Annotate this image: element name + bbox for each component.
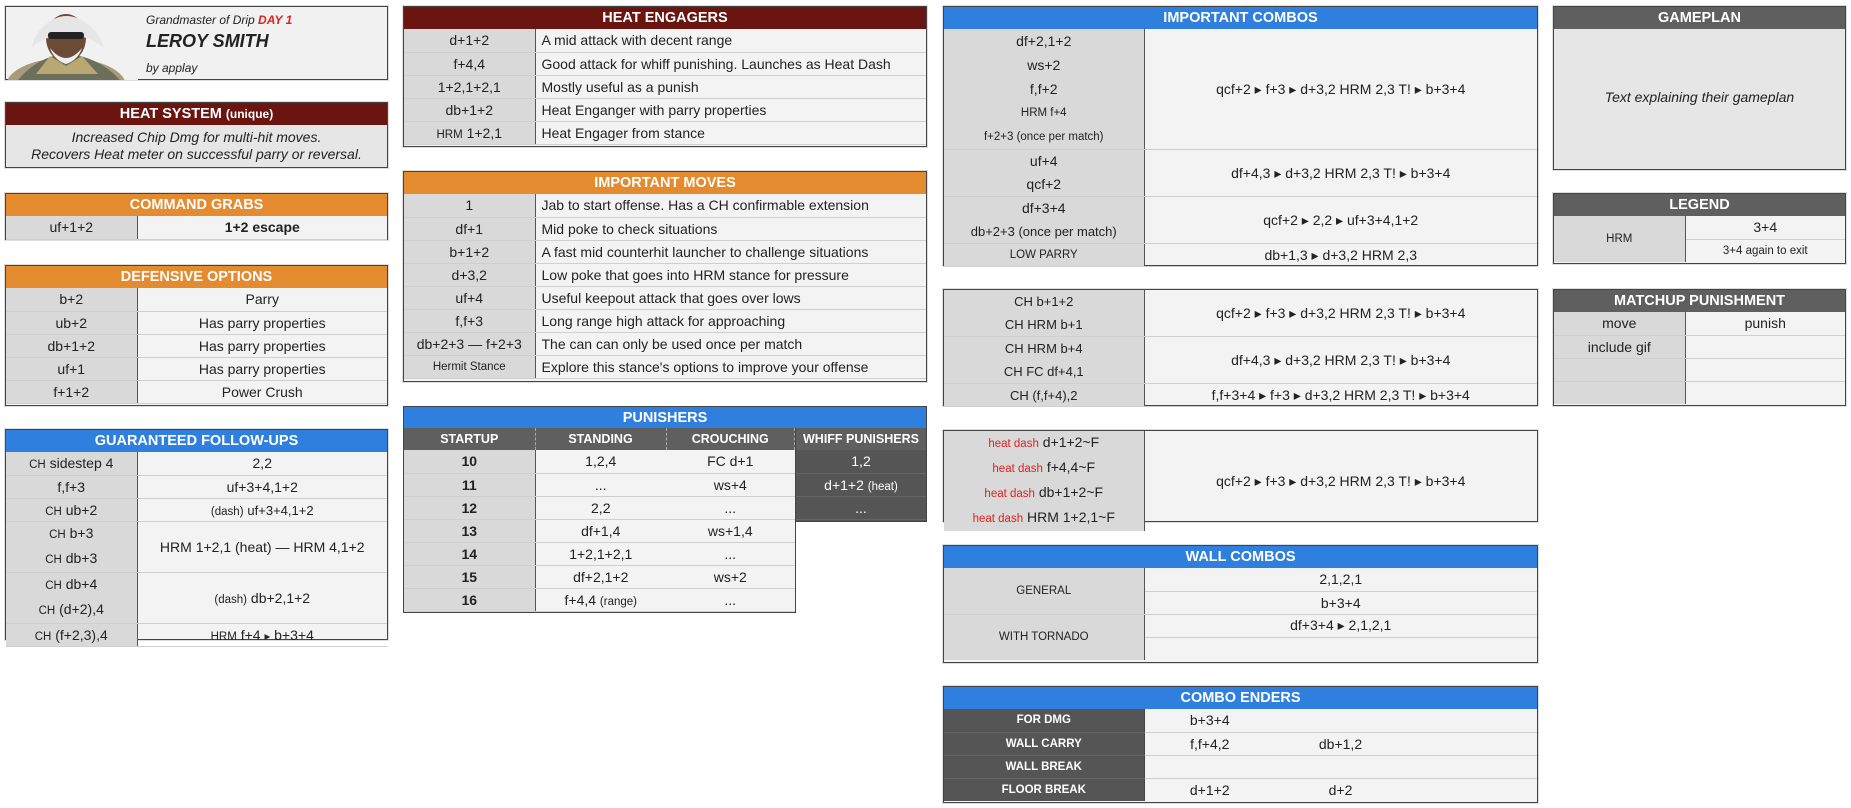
combo-starter: HRM 1+2,1~F xyxy=(1026,509,1115,525)
table-row xyxy=(1554,216,1845,239)
move-notation: 1 xyxy=(404,194,535,217)
character-name: LEROY SMITH xyxy=(146,31,269,51)
move-notation: b+1+2 xyxy=(404,240,535,263)
crouching-punish: ... xyxy=(666,588,795,611)
heat-system-line1: Increased Chip Dmg for multi-hit moves. xyxy=(71,129,322,145)
stance-tag: HRM xyxy=(210,630,237,643)
ender-move xyxy=(1275,755,1406,778)
standing-punish: ... xyxy=(535,473,666,496)
move-notation: b+3 xyxy=(69,524,94,541)
startup-frames: 14 xyxy=(404,542,535,565)
heat-tag: (heat) xyxy=(867,480,898,493)
combo-starter: LOW PARRY xyxy=(944,244,1144,267)
defensive-options-panel xyxy=(5,265,388,406)
table-row xyxy=(404,309,926,332)
table-header-row xyxy=(404,428,795,450)
move-notation: Hermit Stance xyxy=(404,355,535,378)
startup-frames: 11 xyxy=(404,473,535,496)
combo-starter: f+2+3 (once per match) xyxy=(983,131,1104,143)
table-row xyxy=(404,332,926,355)
move-note: Has parry properties xyxy=(137,311,387,334)
combo-starter: ws+2 xyxy=(1027,57,1061,73)
legend-header: LEGEND xyxy=(1554,194,1845,216)
table-row xyxy=(404,355,926,378)
whiff-punish: d+1+2 xyxy=(824,476,864,493)
table-row xyxy=(6,216,387,239)
heat-system-title: HEAT SYSTEM xyxy=(119,106,222,122)
move-note: A fast mid counterhit launcher to challenge situations xyxy=(535,240,926,263)
combo-route: qcf+2 ▸ f+3 ▸ d+3,2 HRM 2,3 T! ▸ b+3+4 xyxy=(1216,472,1466,489)
gameplan-text: Text explaining their gameplan xyxy=(1604,89,1795,105)
profile-card xyxy=(5,6,388,80)
combo-starter: CH (f,f+4),2 xyxy=(944,384,1144,407)
move-note: The can can only be used once per match xyxy=(535,332,926,355)
table-row xyxy=(404,240,926,263)
table-row xyxy=(1554,358,1845,381)
combo-enders-panel xyxy=(943,686,1538,803)
move-notation: d+1+2 xyxy=(404,29,535,52)
heat-system-panel xyxy=(5,102,388,168)
combo-starter: df+2,1+2 xyxy=(1016,33,1072,49)
move-note: Mid poke to check situations xyxy=(535,217,926,240)
combo-starter: qcf+2 xyxy=(1026,176,1062,192)
move-note: Low poke that goes into HRM stance for pressure xyxy=(535,263,926,286)
guaranteed-followups-panel xyxy=(5,429,388,643)
move-note: Explore this stance's options to improve your offense xyxy=(535,355,926,378)
standing-punish: 2,2 xyxy=(535,496,666,519)
ender-move: d+1+2 xyxy=(1189,781,1230,798)
table-row xyxy=(1554,312,1845,335)
combo-group xyxy=(944,431,1537,531)
combo-starter: db+1+2~F xyxy=(1038,484,1104,500)
combo-group xyxy=(944,150,1537,197)
combo-starter: f,f+2 xyxy=(1029,81,1058,97)
dash-tag: (dash) xyxy=(214,593,248,606)
move-notation: uf+4 xyxy=(404,286,535,309)
move-note: Parry xyxy=(137,288,387,311)
matchup-move: include gif xyxy=(1554,335,1685,358)
combo-route: db+1,3 ▸ d+3,2 HRM 2,3 xyxy=(1144,244,1537,267)
heat-system-line2: Recovers Heat meter on successful parry or reversal. xyxy=(31,146,362,162)
table-row xyxy=(944,614,1537,637)
standing-punish: 1+2,1+2,1 xyxy=(535,542,666,565)
whiff-punish: ... xyxy=(796,496,926,519)
table-header-row xyxy=(796,428,926,450)
table-row xyxy=(6,357,387,380)
table-row xyxy=(796,473,926,496)
move-notation: sidestep 4 xyxy=(49,455,114,472)
column-header: WHIFF PUNISHERS xyxy=(796,428,926,450)
table-row xyxy=(404,473,795,496)
table-row xyxy=(6,311,387,334)
combo-route: b+3+4 xyxy=(1144,591,1537,614)
counter-hit-tag: CH xyxy=(29,459,46,472)
matchup-punishment-header: MATCHUP PUNISHMENT xyxy=(1554,290,1845,312)
ender-move: f,f+4,2 xyxy=(1144,732,1275,755)
character-portrait xyxy=(8,8,138,80)
heat-engagers-header: HEAT ENGAGERS xyxy=(404,7,926,29)
move-notation: uf+1+2 xyxy=(6,216,137,239)
stance-tag: HRM xyxy=(436,128,463,141)
ender-type: FOR DMG xyxy=(944,709,1144,732)
move-note: Has parry properties xyxy=(137,357,387,380)
table-row xyxy=(404,217,926,240)
wall-combo-type: GENERAL xyxy=(944,568,1144,614)
matchup-move xyxy=(1554,358,1685,381)
combo-starter: db+2+3 (once per match) xyxy=(970,224,1117,239)
table-row xyxy=(944,755,1537,778)
startup-frames: 15 xyxy=(404,565,535,588)
move-notation: f+1+2 xyxy=(6,380,137,403)
matchup-punishment-panel xyxy=(1553,289,1846,406)
matchup-punish xyxy=(1685,381,1845,404)
move-note: 1+2 escape xyxy=(137,216,387,239)
matchup-punish xyxy=(1685,335,1845,358)
heat-dash-combos-panel xyxy=(943,430,1538,525)
move-note: Heat Engager from stance xyxy=(535,121,926,144)
important-combos-header: IMPORTANT COMBOS xyxy=(944,7,1537,29)
column-header: CROUCHING xyxy=(666,428,795,450)
standing-punish: f+4,4 xyxy=(564,591,597,608)
startup-frames: 13 xyxy=(404,519,535,542)
legend-panel xyxy=(1553,193,1846,264)
combo-group xyxy=(944,244,1537,267)
table-row xyxy=(944,709,1537,732)
gameplan-header: GAMEPLAN xyxy=(1554,7,1845,29)
combo-route: 2,1,2,1 xyxy=(1144,568,1537,591)
profile-day: DAY 1 xyxy=(258,13,293,27)
crouching-punish: ... xyxy=(666,496,795,519)
combo-group xyxy=(944,290,1537,337)
table-row xyxy=(6,521,387,572)
followup: HRM 1+2,1 (heat) — HRM 4,1+2 xyxy=(137,521,387,572)
followup: uf+3+4,1+2 xyxy=(247,502,314,518)
table-row xyxy=(1554,335,1845,358)
table-row xyxy=(404,542,795,565)
table-row xyxy=(404,263,926,286)
move-note: Mostly useful as a punish xyxy=(535,75,926,98)
move-notation: db+1+2 xyxy=(6,334,137,357)
column-header: STANDING xyxy=(535,428,666,450)
combo-route: qcf+2 ▸ f+3 ▸ d+3,2 HRM 2,3 T! ▸ b+3+4 xyxy=(1144,290,1537,337)
combo-route: df+4,3 ▸ d+3,2 HRM 2,3 T! ▸ b+3+4 xyxy=(1144,337,1537,384)
ender-move: b+3+4 xyxy=(1144,709,1275,732)
gameplan-panel xyxy=(1553,6,1846,170)
move-notation: 1+2,1+2,1 xyxy=(404,75,535,98)
table-row xyxy=(6,334,387,357)
table-row xyxy=(404,75,926,98)
standing-punish: df+2,1+2 xyxy=(535,565,666,588)
table-row xyxy=(6,572,387,623)
move-notation: d+3,2 xyxy=(404,263,535,286)
ender-move xyxy=(1275,709,1406,732)
combo-route: f,f+3+4 ▸ f+3 ▸ d+3,2 HRM 2,3 T! ▸ b+3+4 xyxy=(1144,384,1537,407)
combo-group xyxy=(944,337,1537,384)
standing-punish: df+1,4 xyxy=(535,519,666,542)
followup: uf+3+4,1+2 xyxy=(137,475,387,498)
counter-hit-tag: CH xyxy=(45,553,62,566)
followup: f+4 xyxy=(240,626,261,643)
table-row xyxy=(404,52,926,75)
table-row xyxy=(404,519,795,542)
range-tag: (range) xyxy=(599,595,637,608)
table-row xyxy=(6,380,387,403)
combo-route: qcf+2 ▸ 2,2 ▸ uf+3+4,1+2 xyxy=(1144,197,1537,244)
legend-value: 3+4 again to exit xyxy=(1722,244,1808,257)
ender-type: FLOOR BREAK xyxy=(944,778,1144,801)
move-notation: uf+1 xyxy=(6,357,137,380)
table-row xyxy=(404,450,795,473)
combo-route: df+3+4 ▸ 2,1,2,1 xyxy=(1144,614,1537,637)
move-notation: (f+2,3),4 xyxy=(55,626,108,643)
table-row xyxy=(404,29,926,52)
counter-hit-tag: CH xyxy=(49,528,66,541)
move-notation: db+4 xyxy=(65,575,98,592)
startup-frames: 16 xyxy=(404,588,535,611)
empty-cell xyxy=(1144,637,1537,660)
command-grabs-header: COMMAND GRABS xyxy=(6,194,387,216)
table-row xyxy=(944,568,1537,591)
combo-group xyxy=(944,197,1537,244)
ender-move xyxy=(1144,755,1275,778)
startup-frames: 12 xyxy=(404,496,535,519)
move-note: Long range high attack for approaching xyxy=(535,309,926,332)
move-note: Heat Enganger with parry properties xyxy=(535,98,926,121)
move-notation: (d+2),4 xyxy=(59,600,104,617)
move-notation: f,f+3 xyxy=(6,475,137,498)
matchup-punish xyxy=(1685,358,1845,381)
ender-type: WALL BREAK xyxy=(944,755,1144,778)
defensive-options-header: DEFENSIVE OPTIONS xyxy=(6,266,387,288)
crouching-punish: ws+1,4 xyxy=(666,519,795,542)
legend-key: HRM xyxy=(1554,216,1685,262)
table-row xyxy=(6,288,387,311)
heat-engagers-panel xyxy=(403,6,927,147)
counter-hit-tag: CH xyxy=(38,604,56,617)
followup: db+2,1+2 xyxy=(250,589,311,606)
heat-system-header xyxy=(6,103,387,125)
crouching-punish: FC d+1 xyxy=(666,450,795,473)
move-notation: db+1+2 xyxy=(404,98,535,121)
heat-dash-tag: heat dash xyxy=(984,488,1035,500)
table-row xyxy=(404,286,926,309)
guaranteed-followups-header: GUARANTEED FOLLOW-UPS xyxy=(6,430,387,452)
move-notation: db+2+3 — f+2+3 xyxy=(404,332,535,355)
move-notation: ub+2 xyxy=(65,501,98,518)
ender-type: WALL CARRY xyxy=(944,732,1144,755)
wall-combos-panel xyxy=(943,545,1538,663)
matchup-punish: punish xyxy=(1685,312,1845,335)
profile-tagline: Grandmaster of Drip xyxy=(146,13,255,27)
combo-starter: d+1+2~F xyxy=(1042,434,1100,450)
combo-starter: CH HRM b+4 xyxy=(1004,341,1083,356)
move-note: A mid attack with decent range xyxy=(535,29,926,52)
combo-group xyxy=(944,384,1537,407)
table-row xyxy=(796,450,926,473)
combo-route: qcf+2 ▸ f+3 ▸ d+3,2 HRM 2,3 T! ▸ b+3+4 xyxy=(1144,29,1537,150)
punishers-panel xyxy=(403,406,927,615)
move-notation: ub+2 xyxy=(6,311,137,334)
combo-group xyxy=(944,29,1537,150)
move-note: Power Crush xyxy=(137,380,387,403)
combo-starter: HRM f+4 xyxy=(1020,107,1067,119)
move-notation: df+1 xyxy=(404,217,535,240)
table-row xyxy=(404,496,795,519)
important-combos-panel xyxy=(943,6,1538,266)
important-moves-header: IMPORTANT MOVES xyxy=(404,172,926,194)
table-row xyxy=(404,194,926,217)
crouching-punish: ... xyxy=(666,542,795,565)
heat-dash-tag: heat dash xyxy=(972,513,1024,525)
crouching-punish: ws+4 xyxy=(666,473,795,496)
counter-hit-tag: CH xyxy=(34,630,52,643)
table-row xyxy=(6,623,387,646)
table-row xyxy=(6,452,387,475)
table-row xyxy=(796,496,926,519)
dash-tag: (dash) xyxy=(210,505,244,518)
combo-route: df+4,3 ▸ d+3,2 HRM 2,3 T! ▸ b+3+4 xyxy=(1144,150,1537,197)
punishers-header: PUNISHERS xyxy=(403,406,927,428)
matchup-move: move xyxy=(1554,312,1685,335)
wall-combos-header: WALL COMBOS xyxy=(944,546,1537,568)
important-moves-panel xyxy=(403,171,927,382)
combo-starter: f+4,4~F xyxy=(1046,459,1096,475)
startup-frames: 10 xyxy=(404,450,535,473)
legend-value: 3+4 xyxy=(1685,216,1845,239)
counter-hit-tag: CH xyxy=(45,505,62,518)
move-note: Good attack for whiff punishing. Launches as Heat Dash xyxy=(535,52,926,75)
table-row xyxy=(404,588,795,611)
heat-dash-tag: heat dash xyxy=(988,438,1039,450)
combo-starter: CH b+1+2 xyxy=(1014,294,1074,309)
table-row xyxy=(404,98,926,121)
arrow-icon: ▸ xyxy=(264,630,271,643)
combo-starter: df+3+4 xyxy=(1021,200,1066,216)
ender-move: db+1,2 xyxy=(1275,732,1406,755)
whiff-punish: 1,2 xyxy=(796,450,926,473)
move-note: Has parry properties xyxy=(137,334,387,357)
heat-dash-tag: heat dash xyxy=(992,463,1043,475)
table-row xyxy=(404,121,926,144)
table-row xyxy=(6,475,387,498)
move-notation: db+3 xyxy=(65,549,98,566)
move-notation: f+4,4 xyxy=(404,52,535,75)
combo-starter: uf+4 xyxy=(1029,153,1058,169)
wall-combo-type: WITH TORNADO xyxy=(944,614,1144,660)
combo-starter: CH HRM b+1 xyxy=(1004,317,1083,332)
move-notation: 1+2,1 xyxy=(466,124,503,141)
ender-move: d+2 xyxy=(1328,781,1353,798)
table-row xyxy=(404,565,795,588)
column-header: STARTUP xyxy=(404,428,535,450)
combo-enders-header: COMBO ENDERS xyxy=(944,687,1537,709)
move-notation: f,f+3 xyxy=(404,309,535,332)
table-row xyxy=(944,778,1537,801)
table-row xyxy=(944,732,1537,755)
crouching-punish: ws+2 xyxy=(666,565,795,588)
table-row xyxy=(1554,381,1845,404)
counter-hit-combos-panel xyxy=(943,289,1538,406)
profile-author: by applay xyxy=(146,61,198,75)
command-grabs-panel xyxy=(5,193,388,240)
move-note: Jab to start offense. Has a CH confirmable extension xyxy=(535,194,926,217)
counter-hit-tag: CH xyxy=(45,579,62,592)
move-note: Useful keepout attack that goes over lows xyxy=(535,286,926,309)
followup: b+3+4 xyxy=(274,626,314,643)
matchup-move xyxy=(1554,381,1685,404)
table-row xyxy=(6,498,387,521)
move-notation: b+2 xyxy=(6,288,137,311)
heat-system-subtitle: (unique) xyxy=(225,107,274,121)
followup: 2,2 xyxy=(137,452,387,475)
standing-punish: 1,2,4 xyxy=(535,450,666,473)
combo-starter: CH FC df+4,1 xyxy=(1003,364,1084,379)
